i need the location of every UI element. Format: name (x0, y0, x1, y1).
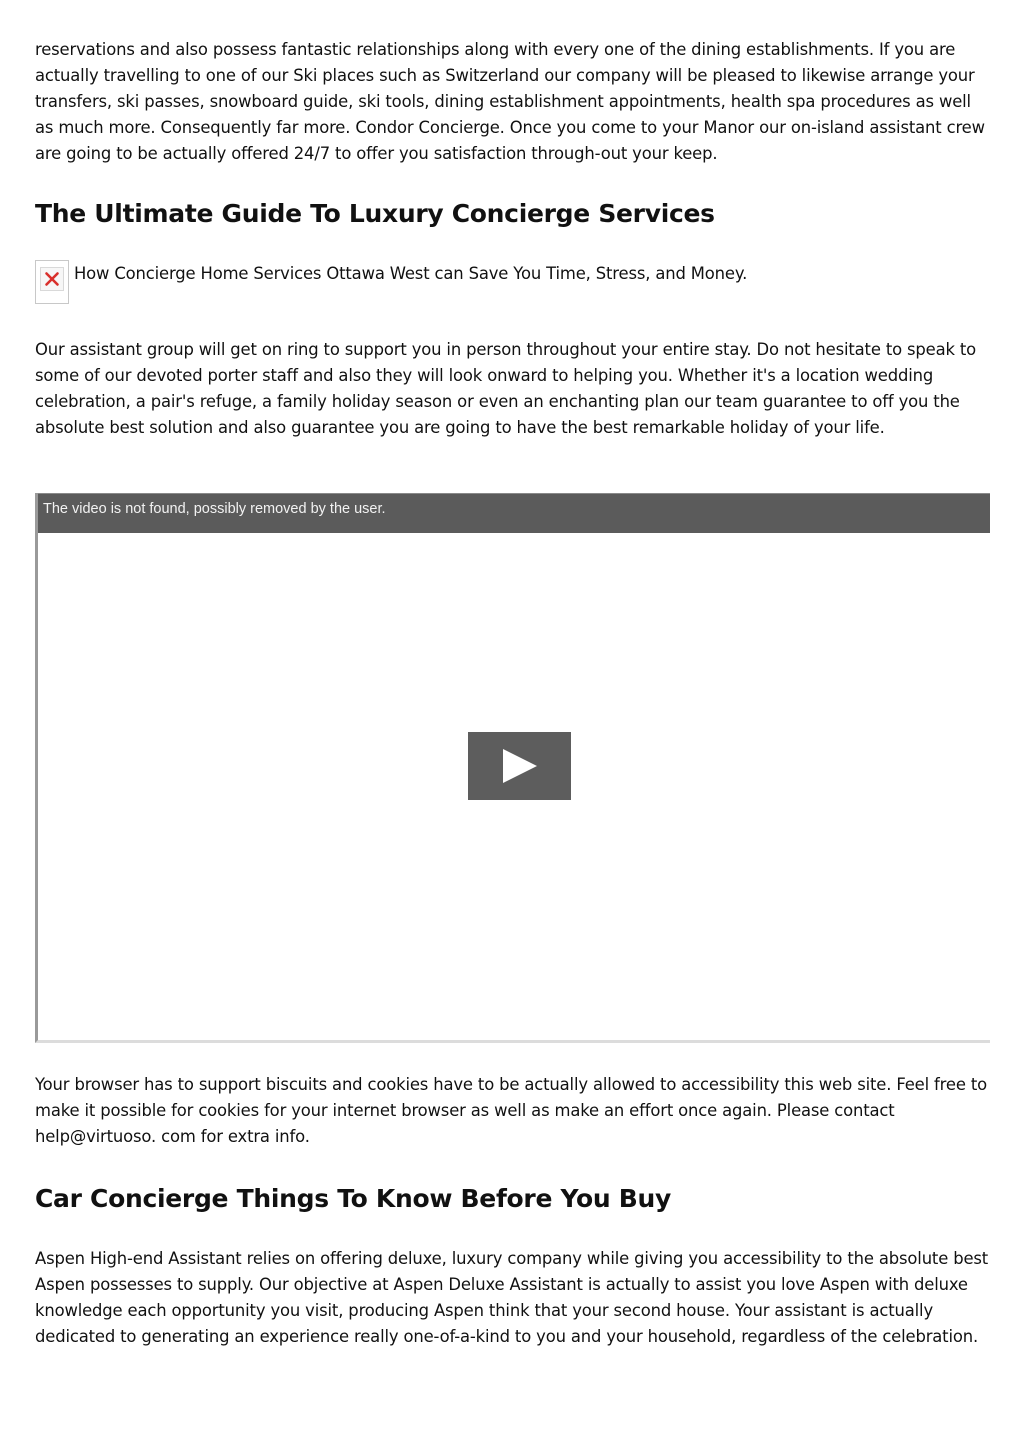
image-caption: How Concierge Home Services Ottawa West can Save You Time, Stress, and Money. (74, 264, 748, 283)
intro-paragraph: reservations and also possess fantastic relationships along with every one of the dining establishments. If you are actually travelling to one of our Ski places such as Switzerland our company will be pleased to likewise arrange your transfers, ski passes, snowboard guide, ski tools, dining establishment appointments, health spa procedures as well as much more. Consequently far more. Condor Concierge. Once you come to your Manor our on-island assistant crew are going to be actually offered 24/7 to offer you satisfaction through-out your keep. (35, 40, 985, 163)
video-player[interactable] (35, 493, 990, 1043)
play-button[interactable] (468, 732, 571, 800)
image-with-caption (35, 258, 990, 308)
cookies-paragraph: Your browser has to support biscuits and cookies have to be actually allowed to accessibility this web site. Feel free to make it possible for cookies for your internet browser as well as make an effort once again. Please contact help@virtuoso. com for extra info. (35, 1075, 987, 1146)
video-error-message: The video is not found, possibly removed by the user. (43, 501, 386, 517)
heading-car-concierge: Car Concierge Things To Know Before You Buy (35, 1184, 672, 1213)
assistant-group-paragraph: Our assistant group will get on ring to support you in person throughout your entire stay. Do not hesitate to speak to some of our devoted porter staff and also they will look onward to helping you. Whether it's a location wedding celebration, a pair's refuge, a family holiday season or even an enchanting plan our team guarantee to off you the absolute best solution and also guarantee you are going to have the best remarkable holiday of your life. (35, 340, 977, 437)
broken-image-icon (35, 260, 69, 304)
video-title-bar (38, 493, 990, 533)
play-icon (502, 748, 538, 784)
aspen-paragraph: Aspen High-end Assistant relies on offering deluxe, luxury company while giving you accessibility to the absolute best Aspen possesses to supply. Our objective at Aspen Deluxe Assistant is actually to assist you love Aspen with deluxe knowledge each opportunity you visit, producing Aspen think that your second house. Your assistant is actually dedicated to generating an experience really one-of-a-kind to you and your household, regardless of the celebration. (35, 1249, 989, 1346)
heading-luxury-guide: The Ultimate Guide To Luxury Concierge Services (35, 199, 715, 228)
